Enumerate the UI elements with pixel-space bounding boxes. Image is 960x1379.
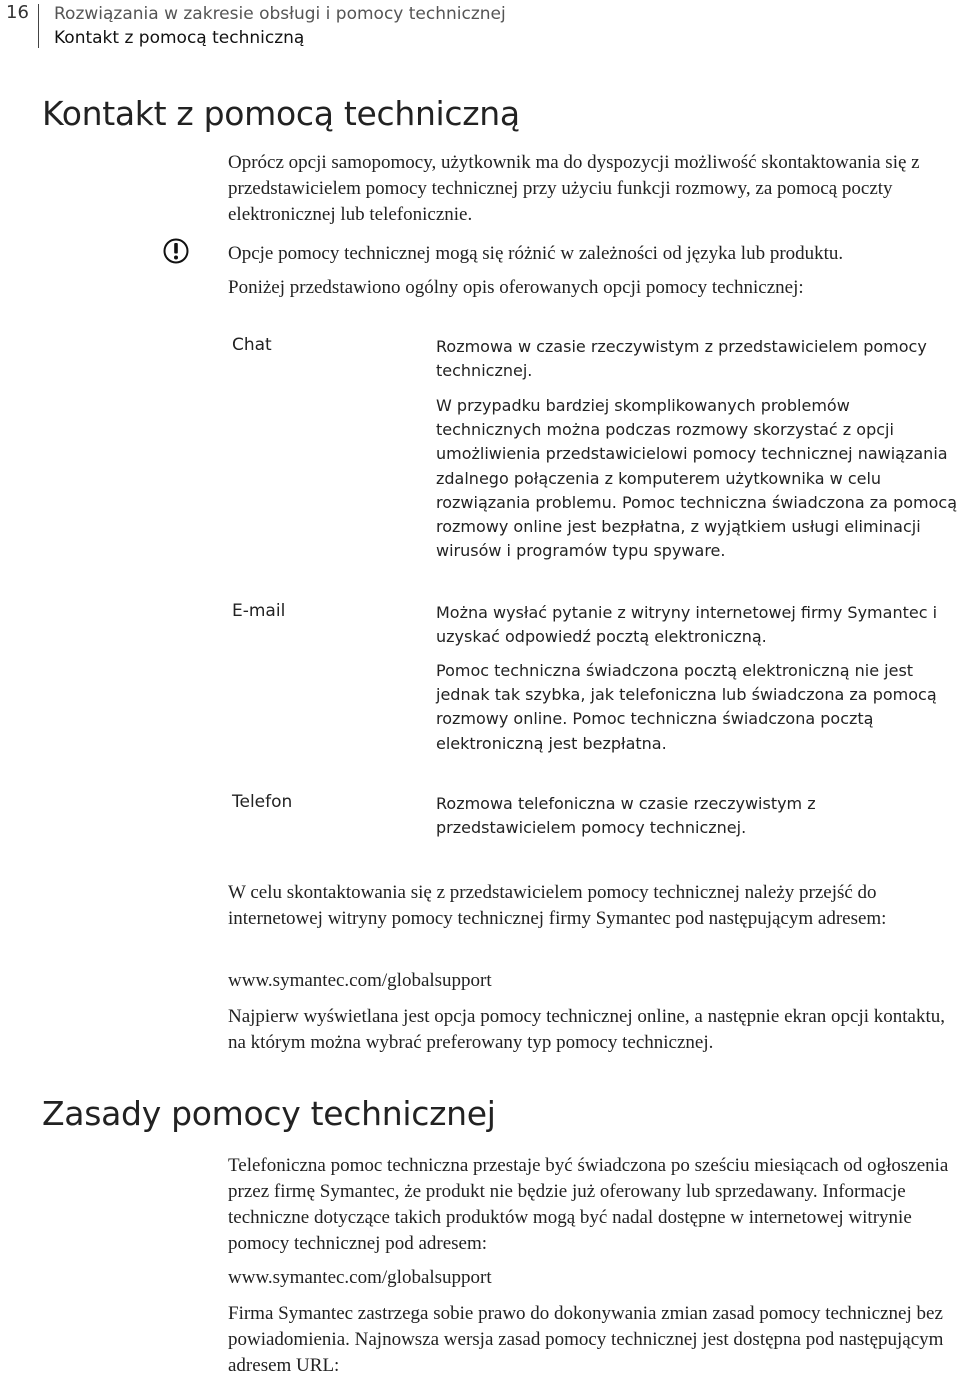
option-label-phone: Telefon <box>232 792 293 812</box>
section-title: Kontakt z pomocą techniczną <box>54 28 305 48</box>
section-heading-policy: Zasady pomocy technicznej <box>42 1094 496 1133</box>
section-heading-contact: Kontakt z pomocą techniczną <box>42 94 520 133</box>
option-label-chat: Chat <box>232 335 272 355</box>
after-url-paragraph: Najpierw wyświetlana jest opcja pomocy technicznej online, a następnie ekran opcji kontaktu, na którym można wybrać preferowany typ pomocy technicznej. <box>228 1006 946 1053</box>
page-number: 16 <box>6 2 29 23</box>
option-desc-email-1: Można wysłać pytanie z witryny internetowej firmy Symantec i uzyskać odpowiedź pocztą elektroniczną. <box>436 603 938 647</box>
policy-paragraph-1: Telefoniczna pomoc techniczna przestaje być świadczona po sześciu miesiącach od ogłoszenia przez firmę Symantec, że produkt nie będzie już oferowany lub sprzedawany. Informacje techniczne dotyczące takich produktów mogą być nadal dostępne w internetowej witrynie pomocy technicznej pod adresem: <box>228 1155 949 1254</box>
option-desc-email-2: Pomoc techniczna świadczona pocztą elektroniczną nie jest jednak tak szybka, jak telefoniczna lub świadczona za pomocą rozmowy online. Pomoc techniczna świadczona pocztą elektroniczną jest bezpłatna. <box>436 661 937 753</box>
running-header <box>54 2 506 50</box>
policy-paragraph-2: Firma Symantec zastrzega sobie prawo do dokonywania zmian zasad pomocy technicznej bez powiadomienia. Najnowsza wersja zasad pomocy technicznej jest dostępna pod następującym adresem URL: <box>228 1303 944 1376</box>
header-divider <box>38 4 39 48</box>
warning-icon <box>163 238 189 264</box>
option-desc-chat-2: W przypadku bardziej skomplikowanych problemów technicznych można podczas rozmowy skorzystać z opcji umożliwienia przedstawicielowi pomocy technicznej nawiązania zdalnego połączenia z komputerem użytkownika w celu rozwiązania problemu. Pomoc techniczna świadczona za pomocą rozmowy online jest bezpłatna, z wyjątkiem usługi eliminacji wirusów i programów typu spyware. <box>436 396 957 561</box>
chapter-title: Rozwiązania w zakresie obsługi i pomocy technicznej <box>54 4 506 24</box>
intro-paragraph: Oprócz opcji samopomocy, użytkownik ma do dyspozycji możliwość skontaktowania się z przedstawicielem pomocy technicznej przy użyciu funkcji rozmowy, za pomocą poczty elektronicznej lub telefonicznie. <box>228 152 920 225</box>
warning-note: Opcje pomocy technicznej mogą się różnić w zależności od języka lub produktu. <box>228 243 844 264</box>
contact-paragraph: W celu skontaktowania się z przedstawicielem pomocy technicznej należy przejść do internetowej witryny pomocy technicznej firmy Symantec pod następującym adresem: <box>228 882 887 929</box>
overview-paragraph: Poniżej przedstawiono ogólny opis oferowanych opcji pomocy technicznej: <box>228 277 804 298</box>
option-label-email: E-mail <box>232 601 286 621</box>
option-desc-phone-1: Rozmowa telefoniczna w czasie rzeczywistym z przedstawicielem pomocy technicznej. <box>436 794 816 838</box>
option-desc-chat-1: Rozmowa w czasie rzeczywistym z przedstawicielem pomocy technicznej. <box>436 337 927 381</box>
support-url-1[interactable]: www.symantec.com/globalsupport <box>228 970 492 991</box>
support-url-2[interactable]: www.symantec.com/globalsupport <box>228 1267 492 1288</box>
